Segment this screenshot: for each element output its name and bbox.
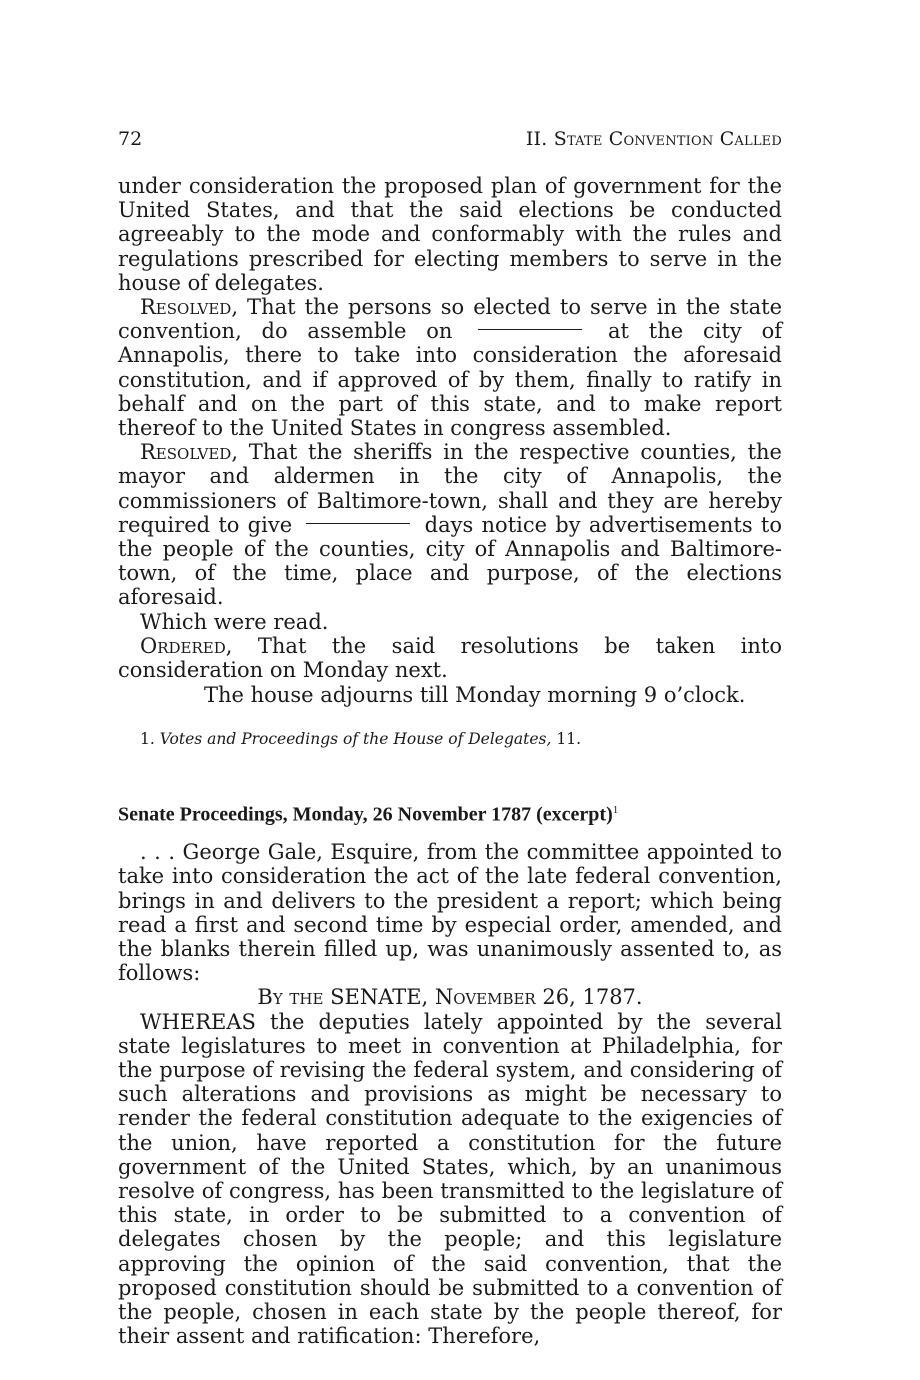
blank-line [306, 523, 410, 524]
footnote-title: Votes and Proceedings of the House of Delegates, [159, 730, 552, 749]
resolved-text-a: That the sheriffs in the respective counties, the mayor and aldermen in the city of Annapolis, the commissioners of Baltimore-town, shall and they are hereby required to give [118, 440, 782, 537]
blank-line [478, 329, 582, 330]
whereas-paragraph: WHEREAS the deputies lately appointed by the several state legislatures to meet in convention at Philadelphia, for the purpose of revising the federal system, and considering of such alterations and provisions as might be necessary to render the federal constitution adequate to the exigencies of the union, have reported a constitution for the future government of the United States, which, by an unanimous resolve of congress, has been transmitted to the legislature of this state, in order to be submitted to a convention of delegates chosen by the people; and this legislature approving the opinion of the said convention, that the proposed constitution should be submitted to a convention of the people, chosen in each state by the people thereof, for their assent and ratification: Therefore, [118, 1009, 782, 1349]
section-heading [118, 797, 782, 828]
resolved-text-b: at the city of Annapolis, there to take into consideration the aforesaid constitution, and if approved of by them, finally to ratify in behalf and on the part of this state, and to make report thereof to the United States in congress assembled. [118, 319, 782, 441]
resolved-text-a: That the persons so elected to serve in the state convention, do assemble on [118, 295, 782, 344]
running-header [118, 128, 782, 158]
resolved-paragraph-2 [118, 440, 782, 609]
resolved-lead: Resolved, [140, 440, 238, 465]
resolved-lead: Resolved, [140, 295, 238, 320]
section-title: II. State Convention Called [525, 128, 782, 150]
resolved-text-b: days notice by advertisements to the people of the counties, city of Annapolis and Baltimore-town, of the time, place and purpose, of the elections aforesaid. [118, 512, 782, 610]
paragraph-continuation: under consideration the proposed plan of government for the United States, and that the said elections be conducted agreeably to the mode and conformably with the rules and regulations prescribed for electing members to serve in the house of delegates. [118, 174, 782, 295]
adjournment-line: The house adjourns till Monday morning 9 o’clock. [204, 683, 746, 708]
ordered-paragraph [118, 634, 782, 682]
resolved-paragraph-1 [118, 295, 782, 440]
footnote-number: 1. [140, 730, 155, 749]
dateline-text: By the SENATE, November 26, 1787. [257, 985, 643, 1010]
section-heading-text: Senate Proceedings, Monday, 26 November 1787 (excerpt) [118, 804, 613, 827]
document-page [118, 128, 782, 1348]
which-were-read: Which were read. [140, 609, 329, 634]
section-heading-note: 1 [612, 804, 619, 817]
footnote-page: 11. [551, 730, 581, 749]
ordered-lead: Ordered, [140, 633, 233, 658]
senate-paragraph: . . . George Gale, Esquire, from the committee appointed to take into consideration the act of the late federal convention, brings in and delivers to the president a report; which being read a first and second time by especial order, amended, and the blanks therein filled up, was unanimously assented to, as follows: [118, 840, 782, 986]
footnote [118, 729, 782, 749]
page-number: 72 [118, 128, 143, 150]
ordered-text: That the said resolutions be taken into consideration on Monday next. [118, 633, 782, 683]
dateline [118, 985, 782, 1009]
